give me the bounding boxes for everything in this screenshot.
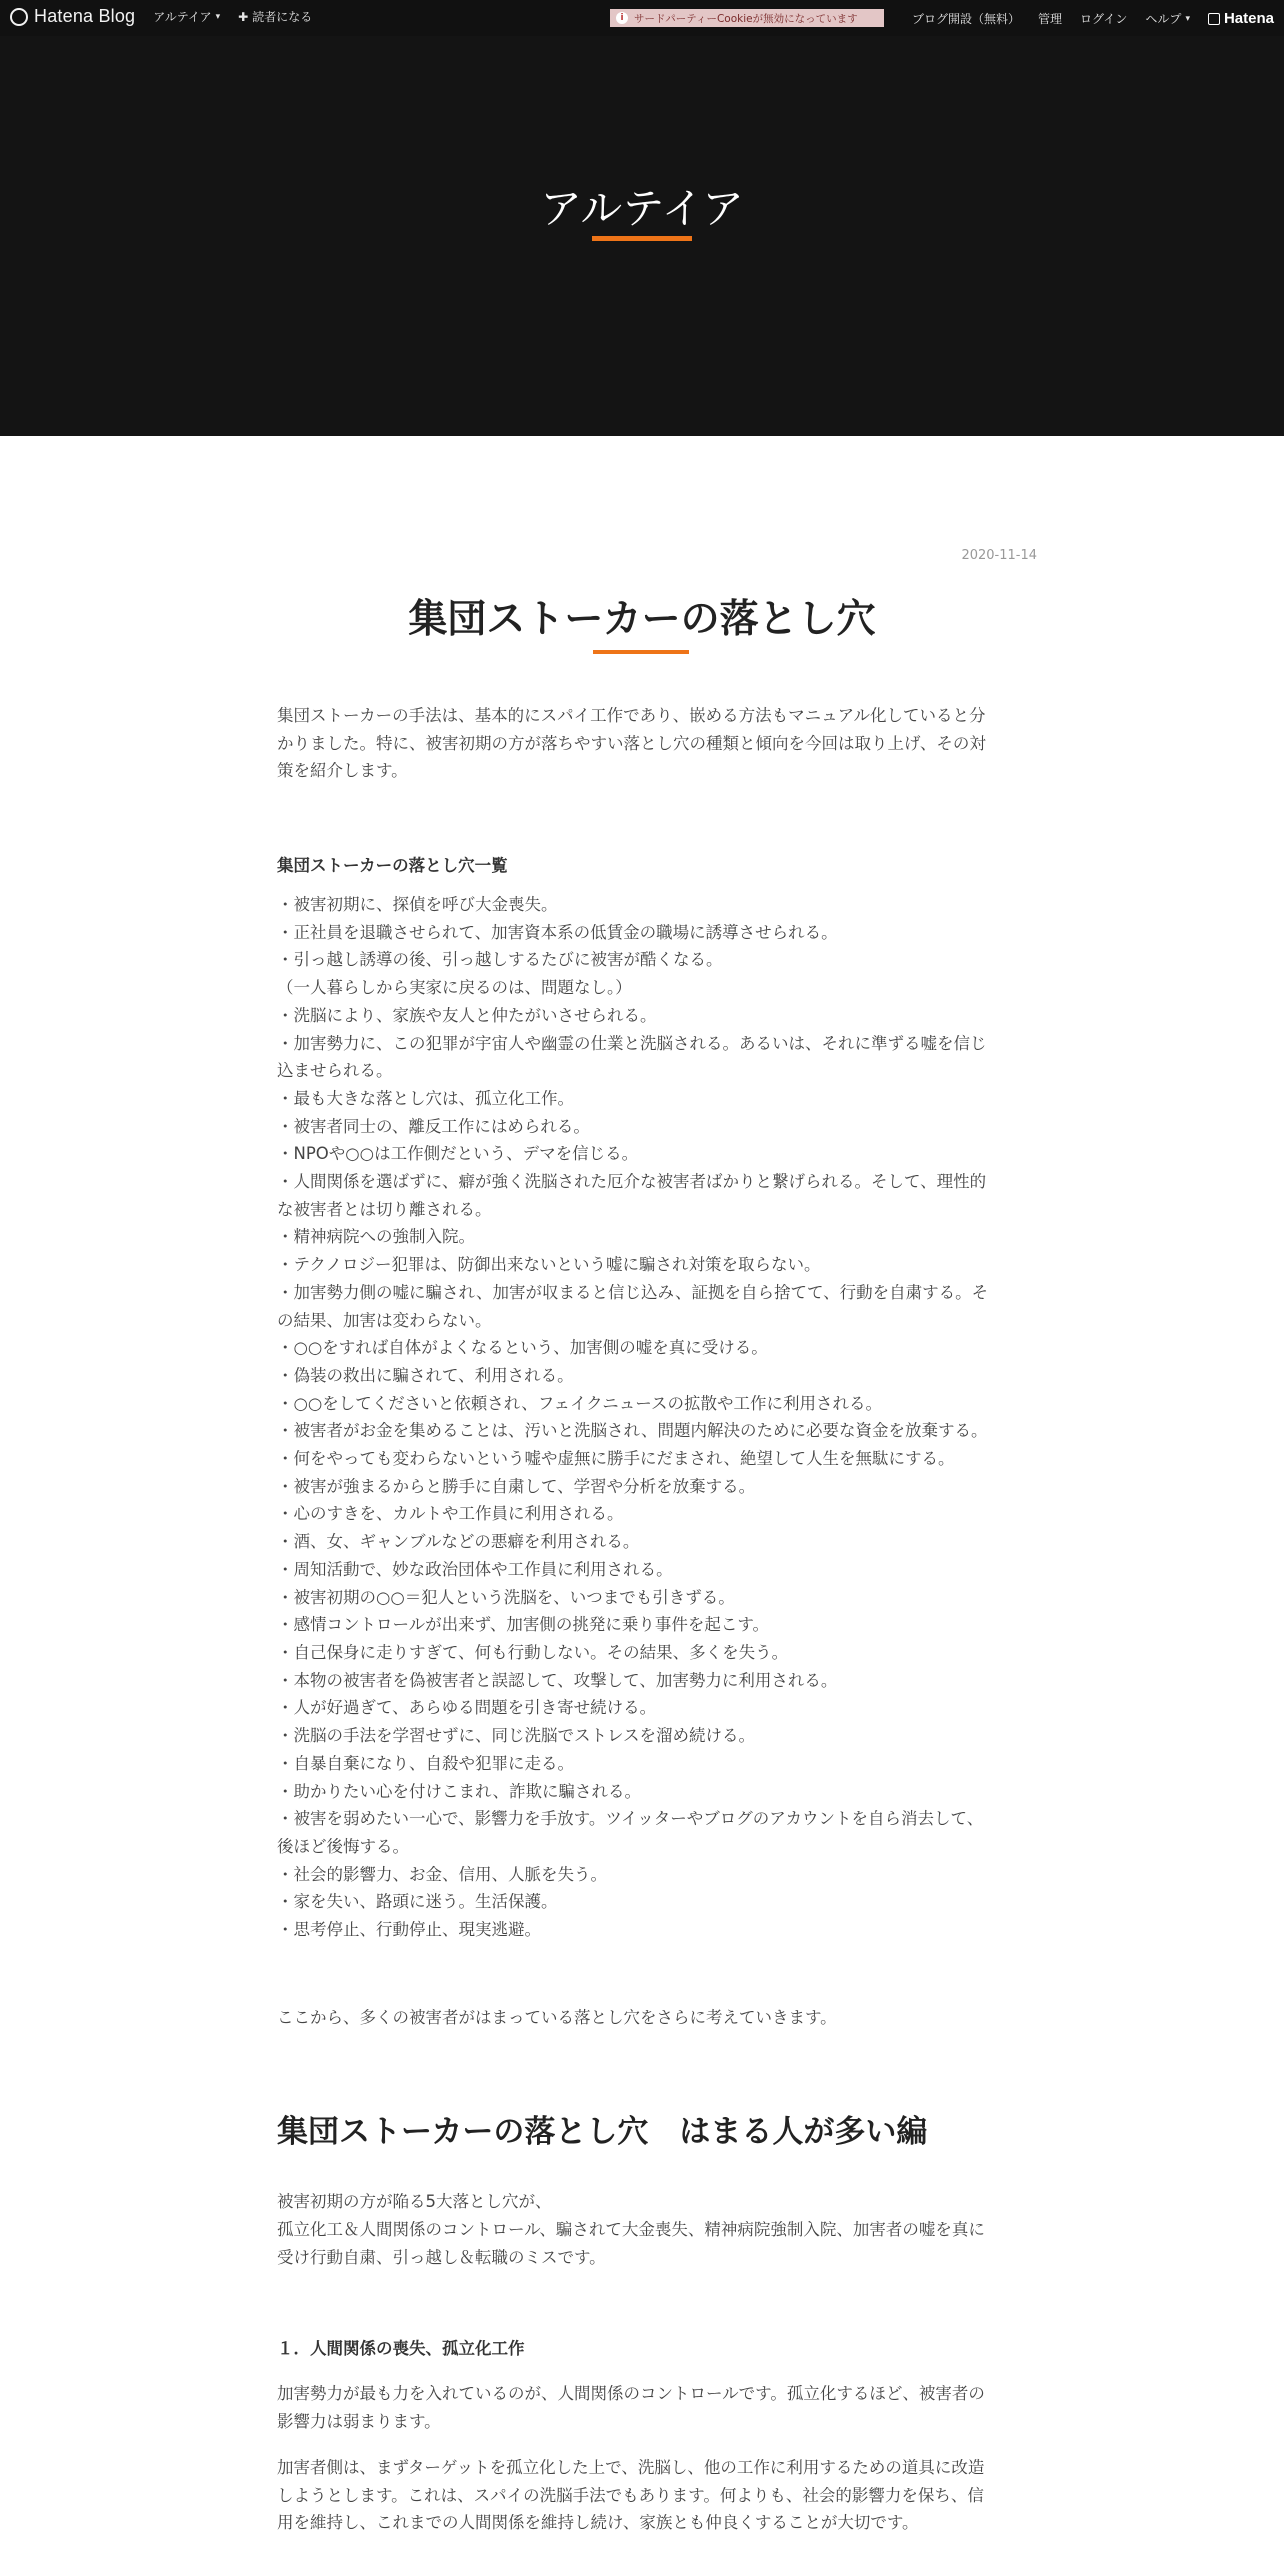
caret-down-icon: ▾ [1185, 13, 1190, 24]
subscribe-label: 読者になる [252, 10, 313, 24]
paragraph: 加害勢力が最も力を入れているのが、人間関係のコントロールです。孤立化するほど、被害者の影響力は弱まります。 [277, 2384, 985, 2431]
list-item: ・精神病院への強制入院。 [277, 1227, 475, 1247]
section-heading: 集団ストーカーの落とし穴 はまる人が多い編 [277, 2114, 928, 2150]
list-item: ・引っ越し誘導の後、引っ越しするたびに被害が酷くなる。 [277, 950, 723, 970]
list-item: ・思考停止、行動停止、現実逃避。 [277, 1920, 541, 1940]
list-item: （一人暮らしから実家に戻るのは、問題なし。） [277, 978, 632, 998]
list-item: ・洗脳の手法を学習せずに、同じ洗脳でストレスを溜め続ける。 [277, 1726, 756, 1746]
help-dropdown[interactable] [1145, 10, 1190, 27]
plus-icon: ✚ [238, 9, 249, 24]
blog-title-underline [592, 236, 692, 241]
blog-header [0, 36, 1284, 436]
entry-title[interactable]: 集団ストーカーの落とし穴 [408, 597, 876, 642]
list-outro: ここから、多くの被害者がはまっている落とし穴をさらに考えていきます。 [277, 2008, 837, 2027]
sub-heading: １．人間関係の喪失、孤立化工作 [277, 2339, 525, 2358]
list-item: ・助かりたい心を付けこまれ、詐欺に騙される。 [277, 1781, 641, 1801]
admin-link[interactable]: 管理 [1038, 12, 1063, 26]
subscribe-button[interactable] [238, 8, 312, 25]
list-item: ・テクノロジー犯罪は、防御出来ないという嘘に騙され対策を取らない。 [277, 1255, 821, 1275]
list-item: ・被害者同士の、離反工作にはめられる。 [277, 1116, 590, 1136]
blog-title[interactable]: アルテイア [539, 184, 745, 233]
global-header-right [912, 10, 1274, 27]
blog-menu-label: アルテイア [153, 10, 212, 24]
list-item: ・社会的影響力、お金、信用、人脈を失う。 [277, 1864, 607, 1884]
list-item: ・人間関係を選ばずに、癖が強く洗脳された厄介な被害者ばかりと繋げられる。そして、理性的な被害者とは切り離される。 [277, 1172, 987, 1219]
cookie-notice[interactable] [610, 9, 884, 27]
list-item: ・正社員を退職させられて、加害資本系の低賃金の職場に誘導させられる。 [277, 922, 838, 942]
section-intro-1: 被害初期の方が陥る5大落とし穴が、 [277, 2192, 552, 2211]
login-link[interactable]: ログイン [1080, 12, 1128, 26]
list-item: ・被害者がお金を集めることは、汚いと洗脳され、問題内解決のために必要な資金を放棄する。 [277, 1421, 988, 1441]
list-item: ・自己保身に走りすぎて、何も行動しない。その結果、多くを失う。 [277, 1642, 789, 1662]
list-item: ・家を失い、路頭に迷う。生活保護。 [277, 1892, 558, 1912]
list-item: ・被害を弱めたい一心で、影響力を手放す。ツイッターやブログのアカウントを自ら消去して、後ほど後悔する。 [277, 1809, 984, 1856]
list-item: ・加害勢力に、この犯罪が宇宙人や幽霊の仕業と洗脳される。あるいは、それに準ずる嘘を信じ込ませられる。 [277, 1033, 987, 1081]
list-item: ・人が好過ぎて、あらゆる問題を引き寄せ続ける。 [277, 1698, 657, 1718]
list-item: ・偽装の救出に騙されて、利用される。 [277, 1365, 574, 1385]
help-label: ヘルプ [1145, 12, 1182, 26]
entry-intro: 集団ストーカーの手法は、基本的にスパイ工作であり、嵌める方法もマニュアル化していると分かりました。特に、被害初期の方が落ちやすい落とし穴の種類と傾向を今回は取り上げ、その対策を紹介します。 [277, 706, 986, 781]
list-item: ・被害初期に、探偵を呼び大金喪失。 [277, 895, 558, 914]
paragraph: 加害者側は、まずターゲットを孤立化した上で、洗脳し、他の工作に利用するための道具に改造しようとします。これは、スパイの洗脳手法でもあります。何よりも、社会的影響力を保ち、信用を維持し、これまでの人間関係を維持し続け、家族とも仲良くすることが大切です。 [277, 2458, 985, 2533]
hatena-logo[interactable] [1208, 10, 1274, 27]
list-item: ・洗脳により、家族や友人と仲たがいさせられる。 [277, 1005, 657, 1025]
list-heading: 集団ストーカーの落とし穴一覧 [277, 856, 508, 875]
hatena-blog-logo-icon [10, 8, 28, 26]
list-item: ・被害が強まるからと勝手に自粛して、学習や分析を放棄する。 [277, 1476, 756, 1496]
hatena-icon [1208, 13, 1220, 25]
list-item: ・NPOや○○は工作側だという、デマを信じる。 [277, 1144, 639, 1164]
global-header [0, 0, 1284, 36]
list-item: ・周知活動で、妙な政治団体や工作員に利用される。 [277, 1559, 673, 1579]
pitfall-list [277, 891, 992, 1944]
list-item: ・最も大きな落とし穴は、孤立化工作。 [277, 1088, 574, 1108]
hatena-logo-text: Hatena [1223, 10, 1274, 27]
entry-title-underline [593, 650, 689, 654]
global-header-left [10, 6, 312, 27]
info-icon: i [616, 12, 628, 24]
open-blog-link[interactable]: ブログ開設（無料） [911, 12, 1020, 26]
cookie-notice-text: サードパーティーCookieが無効になっています [634, 12, 858, 25]
section-intro-2: 孤立化工＆人間関係のコントロール、騙されて大金喪失、精神病院強制入院、加害者の嘘を真に受け行動自粛、引っ越し＆転職のミスです。 [277, 2220, 985, 2267]
list-item: ・何をやっても変わらないという嘘や虚無に勝手にだまされ、絶望して人生を無駄にする。 [277, 1449, 955, 1469]
list-item: ・自暴自棄になり、自殺や犯罪に走る。 [277, 1753, 574, 1773]
list-item: ・感情コントロールが出来ず、加害側の挑発に乗り事件を起こす。 [277, 1615, 770, 1635]
list-item: ・心のすきを、カルトや工作員に利用される。 [277, 1504, 624, 1524]
list-item: ・加害勢力側の嘘に騙され、加害が収まると信じ込み、証拠を自ら捨てて、行動を自粛する。その結果、加害は変わらない。 [277, 1282, 989, 1330]
list-item: ・被害初期の○○＝犯人という洗脳を、いつまでも引きずる。 [277, 1587, 735, 1607]
list-item: ・本物の被害者を偽被害者と誤認して、攻撃して、加害勢力に利用される。 [277, 1670, 838, 1690]
entry-date[interactable]: 2020-11-14 [961, 548, 1037, 563]
list-item: ・酒、女、ギャンブルなどの悪癖を利用される。 [277, 1532, 640, 1552]
brand-text: Hatena Blog [34, 6, 136, 26]
hatena-blog-logo[interactable] [10, 6, 135, 27]
blog-menu-dropdown[interactable] [153, 8, 220, 25]
list-item: ・○○をすれば自体がよくなるという、加害側の嘘を真に受ける。 [277, 1338, 768, 1358]
list-item: ・○○をしてくださいと依頼され、フェイクニュースの拡散や工作に利用される。 [277, 1393, 882, 1413]
caret-down-icon: ▾ [215, 11, 221, 22]
